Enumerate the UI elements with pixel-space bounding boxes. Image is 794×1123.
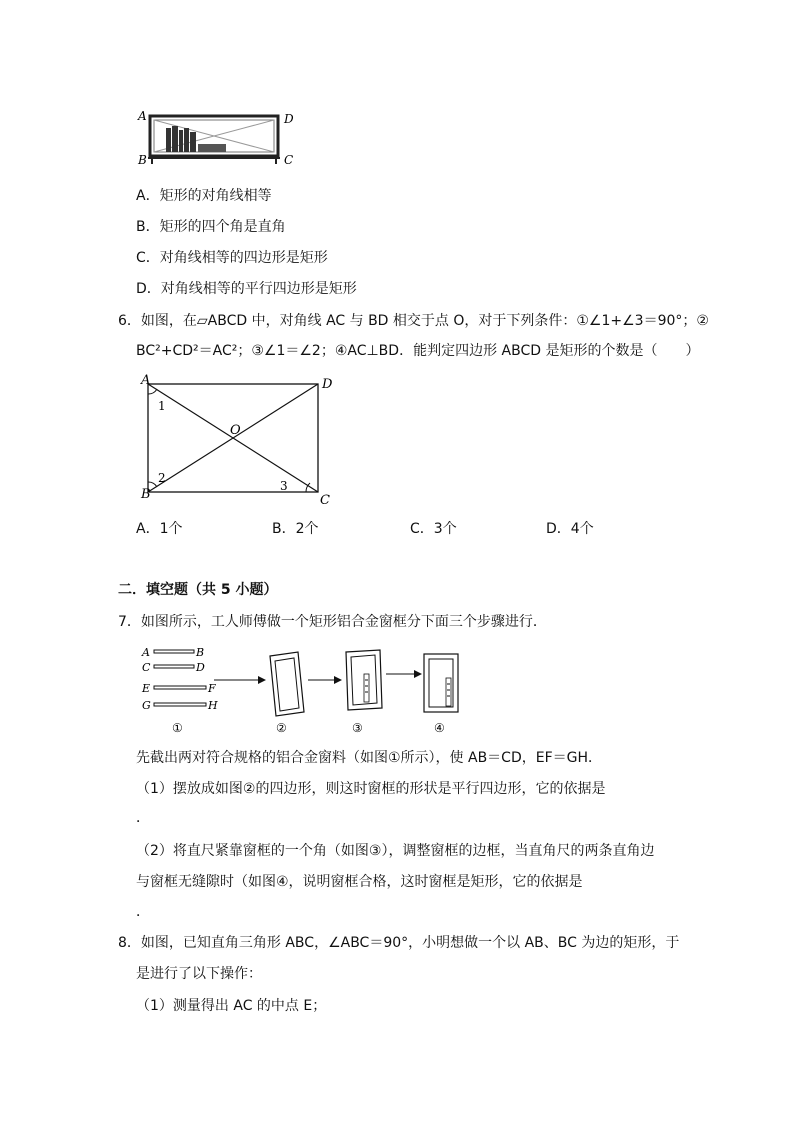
q8-line-2: 是进行了以下操作： <box>136 966 262 982</box>
fig6-label-c: C <box>320 493 330 508</box>
fig6-label-d: D <box>322 377 333 392</box>
q6-option-d: D．4个 <box>546 521 594 537</box>
fig7-label-a: A <box>142 646 150 659</box>
q6-option-c: C．3个 <box>410 521 457 537</box>
q7-line-b: （1）摆放成如图②的四边形，则这时窗框的形状是平行四边形，它的依据是 <box>136 781 606 797</box>
q7-dot-1: ． <box>136 810 150 826</box>
q7-dot-2: ． <box>136 904 150 920</box>
q6-option-b: B．2个 <box>272 521 319 537</box>
window-frame-steps-figure <box>136 640 476 738</box>
q8-line-3: （1）测量得出 AC 的中点 E； <box>136 998 327 1014</box>
q6-option-a: A．1个 <box>136 521 183 537</box>
fig7-label-b: B <box>196 646 205 659</box>
section-title: 二．填空题（共 5 小题） <box>118 582 278 598</box>
bookshelf-figure <box>136 104 306 168</box>
label-c: C <box>284 153 294 167</box>
fig7-caption-4: ④ <box>434 721 445 735</box>
q6-stem-line1: 6．如图，在▱ABCD 中，对角线 AC 与 BD 相交于点 O，对于下列条件：①∠1+∠3＝90°；② <box>118 313 709 329</box>
rectangle-diagonals-figure <box>136 370 336 510</box>
q7-line-d: 与窗框无缝隙时（如图④，说明窗框合格，这时窗框是矩形，它的依据是 <box>136 874 583 890</box>
fig6-label-a: A <box>141 373 151 388</box>
q7-line-a: 先截出两对符合规格的铝合金窗料（如图①所示），使 AB＝CD，EF＝GH． <box>136 750 603 766</box>
q5-option-c: C．对角线相等的四边形是矩形 <box>136 250 328 266</box>
q5-option-d: D．对角线相等的平行四边形是矩形 <box>136 281 357 297</box>
fig6-label-o: O <box>230 423 241 438</box>
q8-line-1: 8．如图，已知直角三角形 ABC，∠ABC＝90°，小明想做一个以 AB、BC 为边的矩形，于 <box>118 935 680 951</box>
fig7-label-h: H <box>208 699 218 712</box>
fig7-caption-3: ③ <box>352 721 363 735</box>
q5-option-a: A．矩形的对角线相等 <box>136 188 272 204</box>
fig7-caption-2: ② <box>276 721 287 735</box>
label-a: A <box>138 109 147 123</box>
books <box>166 126 226 152</box>
q6-stem-line2: BC²+CD²＝AC²；③∠1＝∠2；④AC⊥BD．能判定四边形 ABCD 是矩形的个数是（ ） <box>136 343 700 359</box>
fig7-caption-1: ① <box>172 721 183 735</box>
fig7-label-d: D <box>196 661 205 674</box>
fig7-label-f: F <box>208 682 216 695</box>
q7-line-c: （2）将直尺紧靠窗框的一个角（如图③），调整窗框的边框，当直角尺的两条直角边 <box>136 843 655 859</box>
fig7-label-g: G <box>142 699 151 712</box>
fig6-angle-2: 2 <box>158 471 166 485</box>
q5-option-b: B．矩形的四个角是直角 <box>136 219 286 235</box>
q7-stem: 7．如图所示，工人师傅做一个矩形铝合金窗框分下面三个步骤进行． <box>118 614 547 630</box>
fig6-label-b: B <box>141 487 151 502</box>
fig6-angle-3: 3 <box>280 479 288 493</box>
fig7-label-c: C <box>142 661 151 674</box>
fig7-label-e: E <box>142 682 151 695</box>
label-d: D <box>284 112 294 126</box>
label-b: B <box>138 153 147 167</box>
fig6-angle-1: 1 <box>158 399 166 413</box>
